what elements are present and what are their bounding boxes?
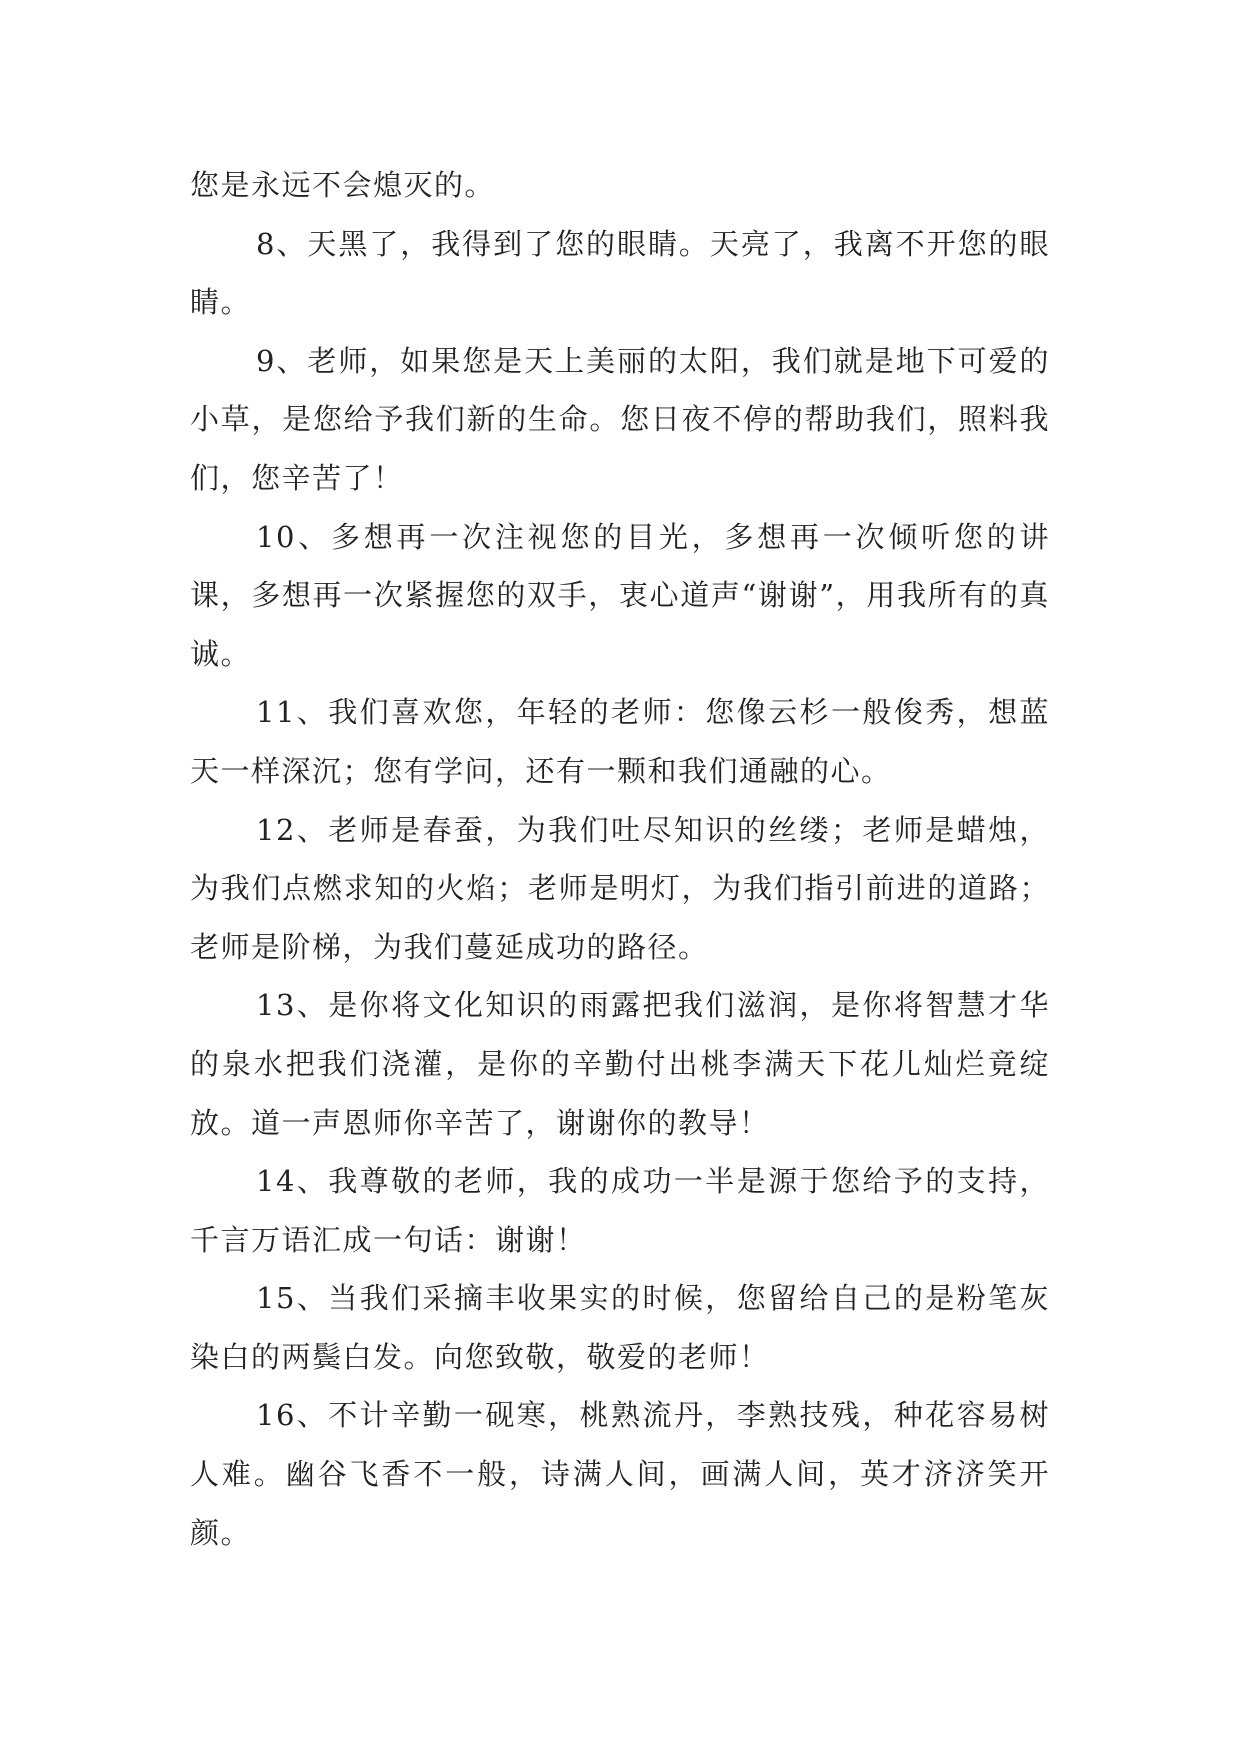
paragraph-item-9: 9、老师，如果您是天上美丽的太阳，我们就是地下可爱的小草，是您给予我们新的生命。您日夜不停的帮助我们，照料我们，您辛苦了！ <box>190 343 1050 495</box>
paragraph-item-14: 14、我尊敬的老师，我的成功一半是源于您给予的支持，千言万语汇成一句话：谢谢！ <box>190 1164 1050 1257</box>
document-body <box>190 156 1050 1562</box>
paragraph-item-10: 10、多想再一次注视您的目光，多想再一次倾听您的讲课，多想再一次紧握您的双手，衷心道声“谢谢”，用我所有的真诚。 <box>190 519 1050 671</box>
paragraph-item-15: 15、当我们采摘丰收果实的时候，您留给自己的是粉笔灰染白的两鬓白发。向您致敬，敬爱的老师！ <box>190 1281 1050 1374</box>
paragraph-item-11: 11、我们喜欢您，年轻的老师：您像云杉一般俊秀，想蓝天一样深沉；您有学问，还有一颗和我们通融的心。 <box>190 695 1050 788</box>
paragraph-item-8: 8、天黑了，我得到了您的眼睛。天亮了，我离不开您的眼睛。 <box>190 226 1050 320</box>
paragraph-item-16: 16、不计辛勤一砚寒，桃熟流丹，李熟技残，种花容易树人难。幽谷飞香不一般，诗满人间，画满人间，英才济济笑开颜。 <box>190 1398 1050 1550</box>
paragraph-continuation: 您是永远不会熄灭的。 <box>190 168 496 202</box>
paragraph-item-13: 13、是你将文化知识的雨露把我们滋润，是你将智慧才华的泉水把我们浇灌，是你的辛勤付出桃李满天下花儿灿烂竟绽放。道一声恩师你辛苦了，谢谢你的教导！ <box>190 988 1050 1140</box>
paragraph-item-12: 12、老师是春蚕，为我们吐尽知识的丝缕；老师是蜡烛，为我们点燃求知的火焰；老师是明灯，为我们指引前进的道路；老师是阶梯，为我们蔓延成功的路径。 <box>190 812 1050 964</box>
